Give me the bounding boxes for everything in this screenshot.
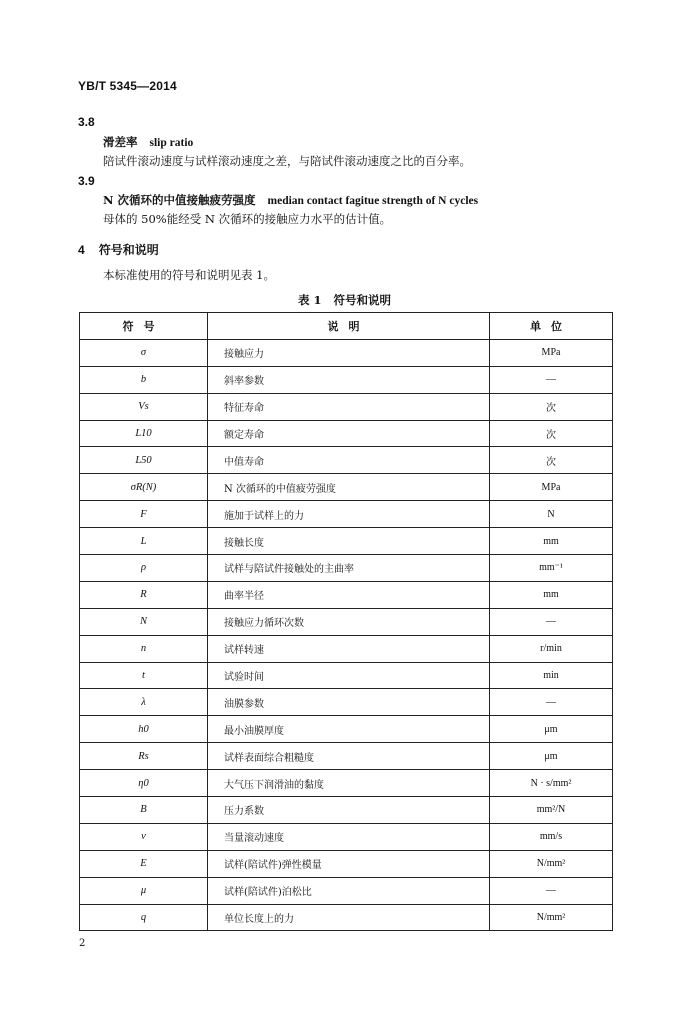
symbol-cell: η0 bbox=[80, 770, 208, 797]
unit-cell: MPa bbox=[490, 474, 613, 501]
table-row bbox=[80, 608, 613, 635]
table-row bbox=[80, 877, 613, 904]
unit-cell: min bbox=[490, 662, 613, 689]
term-median-contact-strength bbox=[103, 192, 478, 208]
description-cell: 试验时间 bbox=[208, 662, 490, 689]
symbol-cell: σR(N) bbox=[80, 474, 208, 501]
table-row bbox=[80, 823, 613, 850]
section-title-4: 符号和说明 bbox=[98, 243, 159, 257]
symbol-cell: σ bbox=[80, 339, 208, 366]
unit-cell: — bbox=[490, 366, 613, 393]
description-cell: 试样(陪试件)泊松比 bbox=[208, 877, 490, 904]
description-cell: 试样与陪试件接触处的主曲率 bbox=[208, 555, 490, 582]
table-row bbox=[80, 743, 613, 770]
unit-cell: 次 bbox=[490, 420, 613, 447]
description-cell: 接触应力 bbox=[208, 339, 490, 366]
description-cell: 特征寿命 bbox=[208, 393, 490, 420]
term-en: median contact fagitue strength of N cycles bbox=[267, 195, 479, 207]
table-caption-title: 符号和说明 bbox=[333, 293, 391, 307]
unit-cell: N/mm² bbox=[490, 850, 613, 877]
symbol-cell: b bbox=[80, 366, 208, 393]
definition-slip-ratio: 陪试件滚动速度与试样滚动速度之差，与陪试件滚动速度之比的百分率。 bbox=[103, 154, 471, 168]
table-row bbox=[80, 393, 613, 420]
description-cell: 油膜参数 bbox=[208, 689, 490, 716]
description-cell: 斜率参数 bbox=[208, 366, 490, 393]
table-row bbox=[80, 555, 613, 582]
table-row bbox=[80, 581, 613, 608]
symbol-cell: R bbox=[80, 581, 208, 608]
term-en: slip ratio bbox=[149, 137, 194, 149]
symbol-cell: ν bbox=[80, 823, 208, 850]
unit-cell: N · s/mm² bbox=[490, 770, 613, 797]
description-cell: 中值寿命 bbox=[208, 447, 490, 474]
table-row bbox=[80, 797, 613, 824]
table-row bbox=[80, 770, 613, 797]
description-cell: 接触长度 bbox=[208, 528, 490, 555]
unit-cell: mm⁻¹ bbox=[490, 555, 613, 582]
unit-cell: mm bbox=[490, 581, 613, 608]
section-number-3-8: 3.8 bbox=[78, 115, 95, 129]
table-row bbox=[80, 501, 613, 528]
table-row bbox=[80, 662, 613, 689]
symbols-table bbox=[79, 312, 613, 931]
term-zh: N 次循环的中值接触疲劳强度 bbox=[103, 193, 256, 207]
symbol-cell: Vs bbox=[80, 393, 208, 420]
definition-median-contact-strength: 母体的 50%能经受 N 次循环的接触应力水平的估计值。 bbox=[103, 212, 392, 226]
description-cell: N 次循环的中值疲劳强度 bbox=[208, 474, 490, 501]
table-row bbox=[80, 528, 613, 555]
symbol-cell: h0 bbox=[80, 716, 208, 743]
unit-cell: N/mm² bbox=[490, 904, 613, 931]
description-cell: 试样转速 bbox=[208, 635, 490, 662]
symbol-cell: q bbox=[80, 904, 208, 931]
description-cell: 最小油膜厚度 bbox=[208, 716, 490, 743]
table-row bbox=[80, 635, 613, 662]
symbol-cell: λ bbox=[80, 689, 208, 716]
description-cell: 当量滚动速度 bbox=[208, 823, 490, 850]
unit-cell: — bbox=[490, 608, 613, 635]
table-row bbox=[80, 474, 613, 501]
unit-cell: mm²/N bbox=[490, 797, 613, 824]
unit-cell: mm bbox=[490, 528, 613, 555]
symbol-cell: t bbox=[80, 662, 208, 689]
term-zh: 滑差率 bbox=[103, 135, 138, 149]
table-caption-number: 表 1 bbox=[297, 293, 322, 307]
description-cell: 曲率半径 bbox=[208, 581, 490, 608]
unit-cell: — bbox=[490, 877, 613, 904]
header-description: 说明 bbox=[208, 313, 490, 340]
description-cell: 额定寿命 bbox=[208, 420, 490, 447]
table-caption bbox=[0, 292, 689, 308]
description-cell: 试样表面综合粗糙度 bbox=[208, 743, 490, 770]
symbol-cell: N bbox=[80, 608, 208, 635]
unit-cell: μm bbox=[490, 716, 613, 743]
symbol-cell: B bbox=[80, 797, 208, 824]
unit-cell: 次 bbox=[490, 393, 613, 420]
description-cell: 施加于试样上的力 bbox=[208, 501, 490, 528]
standard-number: YB/T 5345—2014 bbox=[78, 79, 177, 93]
page-number: 2 bbox=[79, 938, 86, 949]
description-cell: 试样(陪试件)弹性模量 bbox=[208, 850, 490, 877]
description-cell: 单位长度上的力 bbox=[208, 904, 490, 931]
symbol-cell: E bbox=[80, 850, 208, 877]
description-cell: 接触应力循环次数 bbox=[208, 608, 490, 635]
symbol-cell: n bbox=[80, 635, 208, 662]
table-row bbox=[80, 420, 613, 447]
unit-cell: 次 bbox=[490, 447, 613, 474]
symbol-cell: L bbox=[80, 528, 208, 555]
symbol-cell: ρ bbox=[80, 555, 208, 582]
table-row bbox=[80, 904, 613, 931]
symbol-cell: F bbox=[80, 501, 208, 528]
unit-cell: MPa bbox=[490, 339, 613, 366]
symbol-cell: Rs bbox=[80, 743, 208, 770]
table-row bbox=[80, 447, 613, 474]
description-cell: 大气压下润滑油的黏度 bbox=[208, 770, 490, 797]
term-slip-ratio bbox=[103, 134, 193, 150]
table-row bbox=[80, 339, 613, 366]
unit-cell: r/min bbox=[490, 635, 613, 662]
section-number-4: 4 bbox=[78, 243, 85, 257]
table-row bbox=[80, 366, 613, 393]
section-heading-4 bbox=[78, 241, 159, 258]
table-row bbox=[80, 850, 613, 877]
header-unit: 单位 bbox=[490, 313, 613, 340]
symbol-cell: μ bbox=[80, 877, 208, 904]
symbol-cell: L50 bbox=[80, 447, 208, 474]
unit-cell: N bbox=[490, 501, 613, 528]
description-cell: 压力系数 bbox=[208, 797, 490, 824]
unit-cell: — bbox=[490, 689, 613, 716]
table-row bbox=[80, 689, 613, 716]
symbol-cell: L10 bbox=[80, 420, 208, 447]
header-symbol: 符号 bbox=[80, 313, 208, 340]
unit-cell: mm/s bbox=[490, 823, 613, 850]
section-4-intro: 本标准使用的符号和说明见表 1。 bbox=[103, 268, 275, 282]
unit-cell: μm bbox=[490, 743, 613, 770]
table-header-row bbox=[80, 313, 613, 340]
table-row bbox=[80, 716, 613, 743]
section-number-3-9: 3.9 bbox=[78, 174, 95, 188]
